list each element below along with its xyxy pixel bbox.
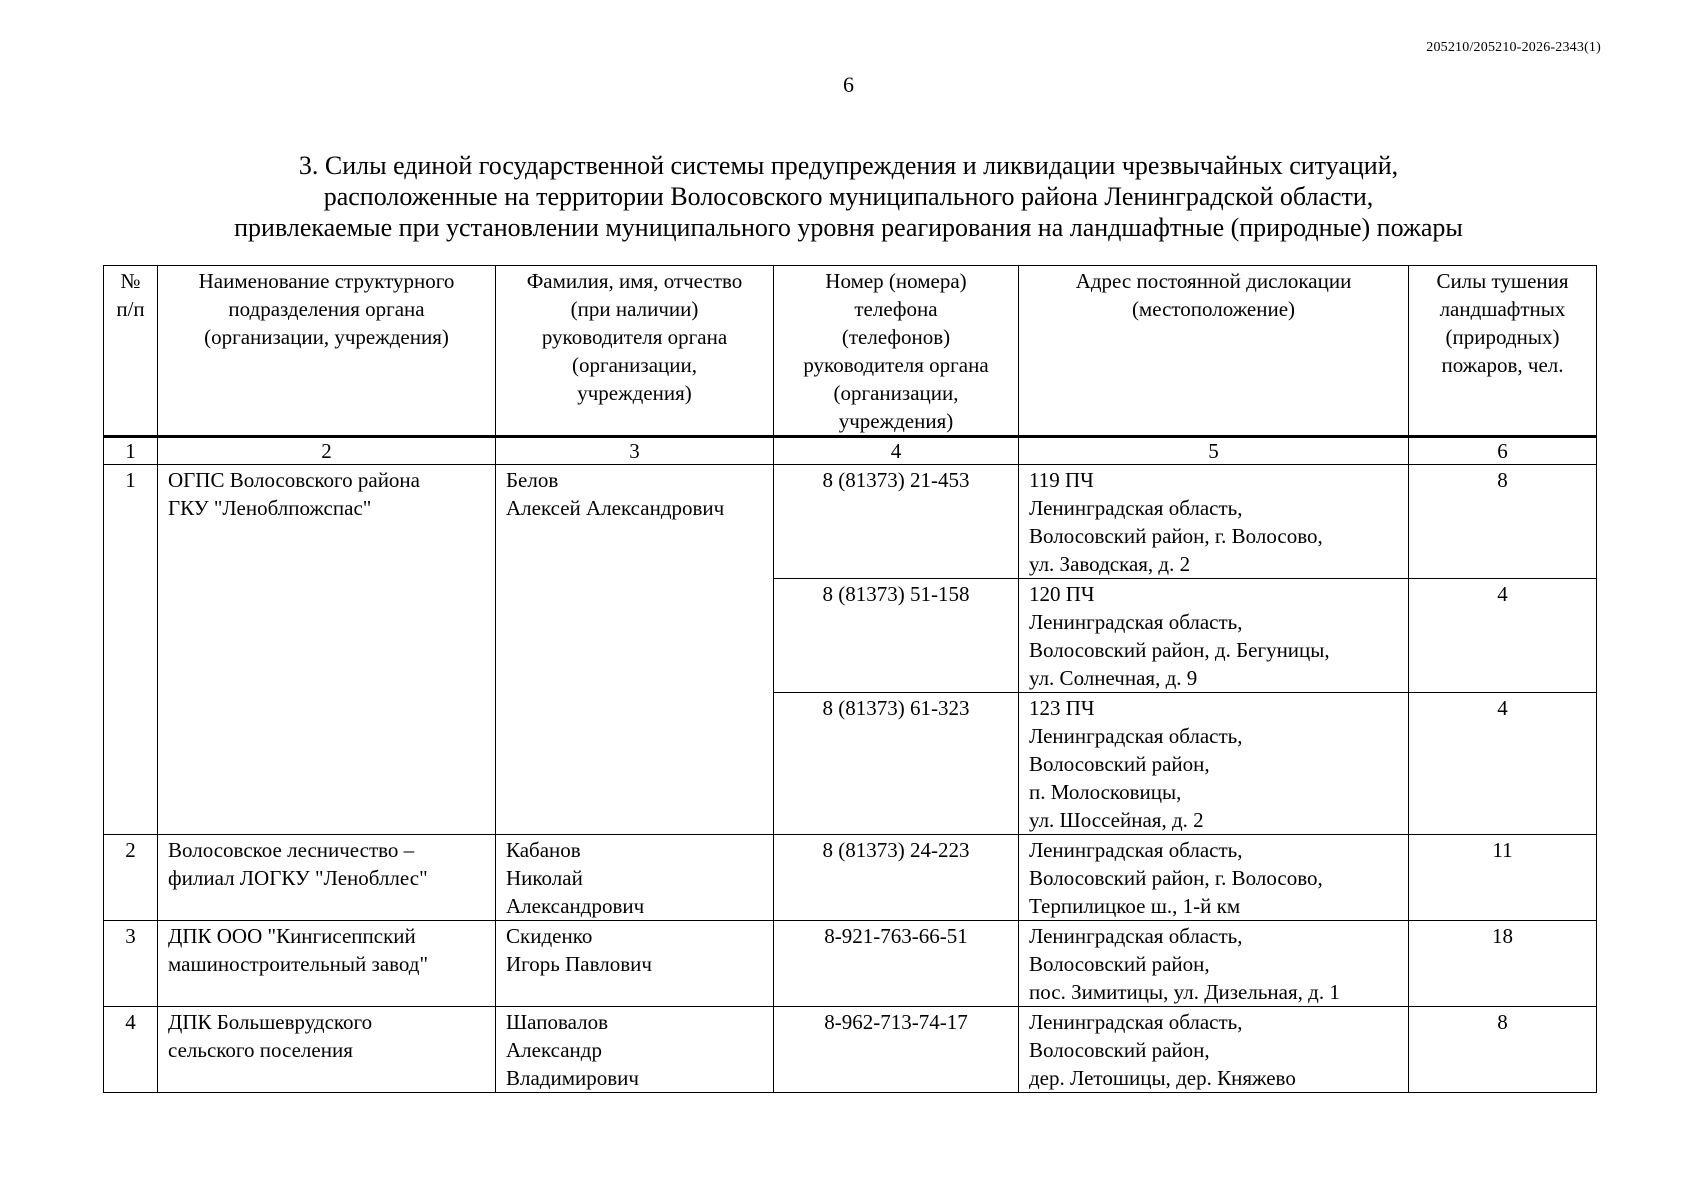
header-forces: Силы тушения ландшафтных (природных) пожаров, чел. — [1409, 266, 1597, 437]
organization-name: Волосовское лесничество – филиал ЛОГКУ "Ленобллес" — [158, 835, 496, 921]
table-row — [104, 835, 1597, 921]
header-head-name: Фамилия, имя, отчество (при наличии) руководителя органа (организации, учреждения) — [496, 266, 774, 437]
forces-count: 11 — [1409, 835, 1597, 921]
forces-count: 8 — [1409, 465, 1597, 579]
page-number: 6 — [843, 72, 854, 97]
address: 123 ПЧ Ленинградская область, Волосовский район, п. Молосковицы, ул. Шоссейная, д. 2 — [1019, 693, 1409, 835]
forces-table — [103, 265, 1597, 1093]
row-number: 4 — [104, 1007, 158, 1093]
table-row — [104, 921, 1597, 1007]
column-number: 4 — [774, 437, 1019, 465]
column-number: 6 — [1409, 437, 1597, 465]
phone-number: 8 (81373) 24-223 — [774, 835, 1019, 921]
section-title — [100, 150, 1597, 243]
organization-name: ДПК Большеврудского сельского поселения — [158, 1007, 496, 1093]
organization-name: ДПК ООО "Кингисеппский машиностроительный завод" — [158, 921, 496, 1007]
head-name: Шаповалов Александр Владимирович — [496, 1007, 774, 1093]
title-line: 3. Силы единой государственной системы предупреждения и ликвидации чрезвычайных ситуаций, — [298, 151, 1399, 180]
column-number-row — [104, 437, 1597, 465]
column-number: 1 — [104, 437, 158, 465]
address: 119 ПЧ Ленинградская область, Волосовский район, г. Волосово, ул. Заводская, д. 2 — [1019, 465, 1409, 579]
address: Ленинградская область, Волосовский район, дер. Летошицы, дер. Княжево — [1019, 1007, 1409, 1093]
row-number: 3 — [104, 921, 158, 1007]
forces-count: 4 — [1409, 579, 1597, 693]
row-number: 2 — [104, 835, 158, 921]
title-line: расположенные на территории Волосовского муниципального района Ленинградской области, — [323, 182, 1374, 211]
phone-number: 8 (81373) 21-453 — [774, 465, 1019, 579]
table-row — [104, 1007, 1597, 1093]
header-address: Адрес постоянной дислокации (местоположение) — [1019, 266, 1409, 437]
address: Ленинградская область, Волосовский район, г. Волосово, Терпилицкое ш., 1-й км — [1019, 835, 1409, 921]
row-number: 1 — [104, 465, 158, 835]
address: Ленинградская область, Волосовский район, пос. Зимитицы, ул. Дизельная, д. 1 — [1019, 921, 1409, 1007]
table-header-row — [104, 266, 1597, 437]
phone-number: 8 (81373) 51-158 — [774, 579, 1019, 693]
forces-count: 18 — [1409, 921, 1597, 1007]
document-id: 205210/205210-2026-2343(1) — [1426, 40, 1601, 55]
table-row — [104, 465, 1597, 579]
column-number: 2 — [158, 437, 496, 465]
head-name: Белов Алексей Александрович — [496, 465, 774, 835]
address: 120 ПЧ Ленинградская область, Волосовский район, д. Бегуницы, ул. Солнечная, д. 9 — [1019, 579, 1409, 693]
forces-count: 4 — [1409, 693, 1597, 835]
column-number: 3 — [496, 437, 774, 465]
header-phone: Номер (номера) телефона (телефонов) руководителя органа (организации, учреждения) — [774, 266, 1019, 437]
header-organization: Наименование структурного подразделения органа (организации, учреждения) — [158, 266, 496, 437]
head-name: Скиденко Игорь Павлович — [496, 921, 774, 1007]
organization-name: ОГПС Волосовского района ГКУ "Леноблпожспас" — [158, 465, 496, 835]
header-number: № п/п — [104, 266, 158, 437]
head-name: Кабанов Николай Александрович — [496, 835, 774, 921]
phone-number: 8-962-713-74-17 — [774, 1007, 1019, 1093]
phone-number: 8-921-763-66-51 — [774, 921, 1019, 1007]
phone-number: 8 (81373) 61-323 — [774, 693, 1019, 835]
title-line: привлекаемые при установлении муниципального уровня реагирования на ландшафтные (природные) пожары — [234, 213, 1463, 242]
forces-count: 8 — [1409, 1007, 1597, 1093]
column-number: 5 — [1019, 437, 1409, 465]
